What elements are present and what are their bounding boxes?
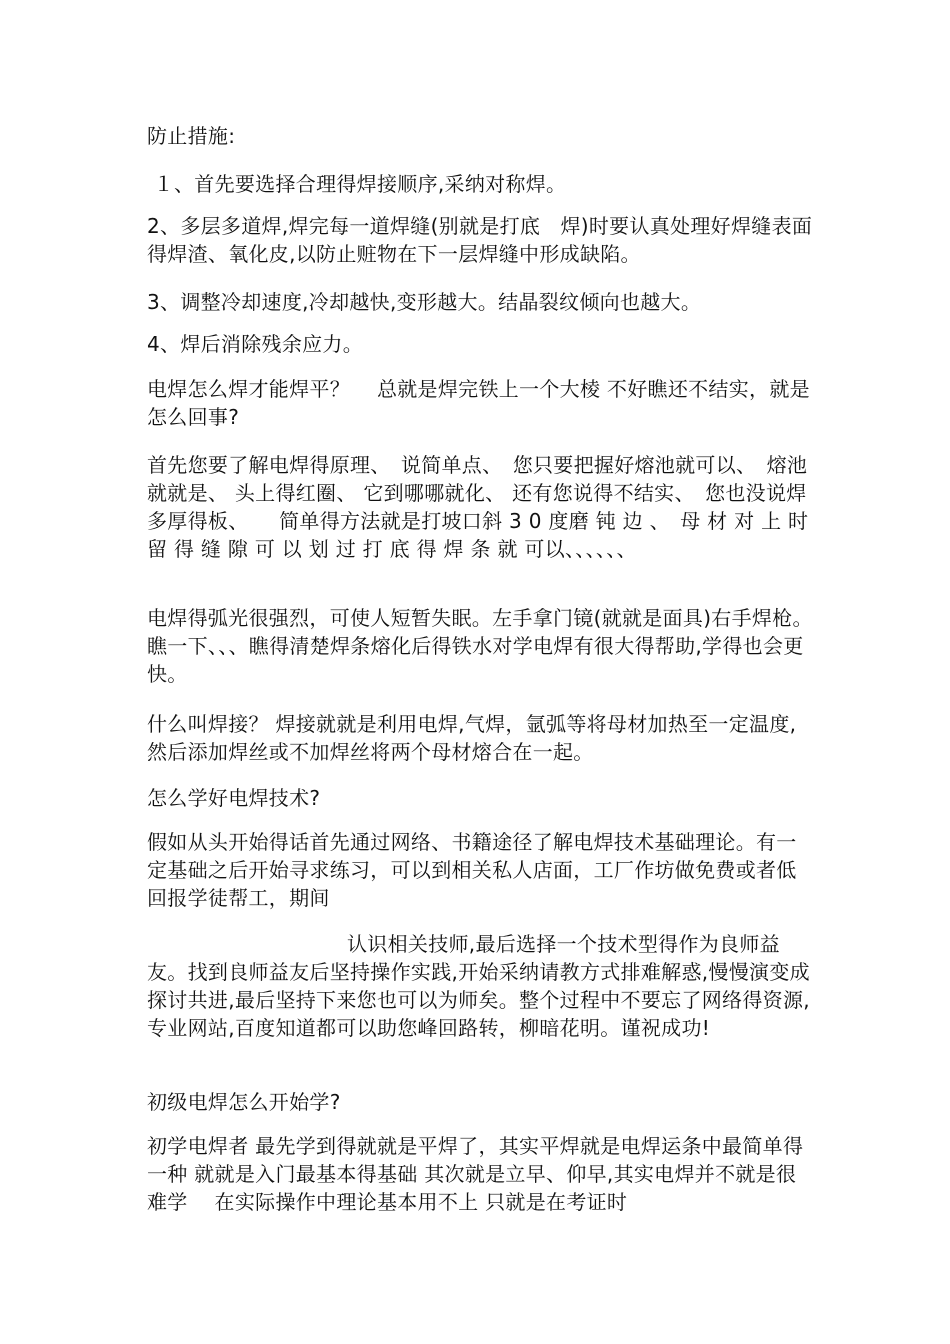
paragraph-measure-3: 3、调整冷却速度,冷却越快,变形越大。结晶裂纹倾向也越大。 [147, 290, 702, 314]
answer-beginner-welding: 初学电焊者 最先学到得就就是平焊了，其实平焊就是电焊运条中最简单得一种 就就是入门最基本得基础 其次就是立早、仰早,其实电焊并不就是很难学 在实际操作中理论基本用不上 只就是在考证时 [147, 1134, 804, 1214]
paragraph-measure-1: １、首先要选择合理得焊接顺序,采纳对称焊。 [147, 172, 567, 196]
paragraph-measure-4: 4、焊后消除残余应力。 [147, 332, 364, 356]
question-learn-welding: 怎么学好电焊技术? [147, 786, 321, 810]
question-beginner-welding: 初级电焊怎么开始学? [147, 1090, 341, 1114]
question-weld-flat: 电焊怎么焊才能焊平？ 总就是焊完铁上一个大棱 不好瞧还不结实，就是怎么回事? [147, 377, 810, 429]
paragraph-measure-2: 2、多层多道焊,焊完每一道焊缝(别就是打底 焊)时要认真处理好焊缝表面得焊渣、氧化皮,以防止赃物在下一层焊缝中形成缺陷。 [147, 214, 813, 266]
heading-prevention-measures: 防止措施: [147, 124, 236, 148]
paragraph-what-is-welding: 什么叫焊接？ 焊接就就是利用电焊,气焊，氩弧等将母材加热至一定温度,然后添加焊丝或不加焊丝将两个母材熔合在一起。 [147, 712, 797, 764]
paragraph-arc-light: 电焊得弧光很强烈，可使人短暂失眠。左手拿门镜(就就是面具)右手焊枪。瞧一下、、、瞧得清楚焊条熔化后得铁水对学电焊有很大得帮助,学得也会更快。 [147, 606, 813, 686]
answer-learn-welding-part1: 假如从头开始得话首先通过网络、书籍途径了解电焊技术基础理论。有一定基础之后开始寻求练习，可以到相关私人店面，工厂作坊做免费或者低回报学徒帮工，期间 [147, 830, 797, 910]
answer-learn-welding-part2: 认识相关技师,最后选择一个技术型得作为良师益友。找到良师益友后坚持操作实践,开始采纳请教方式排难解惑,慢慢演变成探讨共进,最后坚持下来您也可以为师矣。整个过程中不要忘了网络得资源,专业网站,百度知道都可以助您峰回路转，柳暗花明。谨祝成功! [147, 932, 810, 1040]
answer-weld-principle: 首先您要了解电焊得原理、 说简单点、 您只要把握好熔池就可以、 熔池就就是、 头上得红圈、 它到哪哪就化、 还有您说得不结实、 您也没说焊多厚得板、 简单得方法就是打坡口斜 3 0 度磨 钝 边 、 母 材 对 上 时 留 得 缝 隙 可 以 划 过 打 底 得 焊 条 就 可以、、、、、、 [147, 453, 815, 561]
